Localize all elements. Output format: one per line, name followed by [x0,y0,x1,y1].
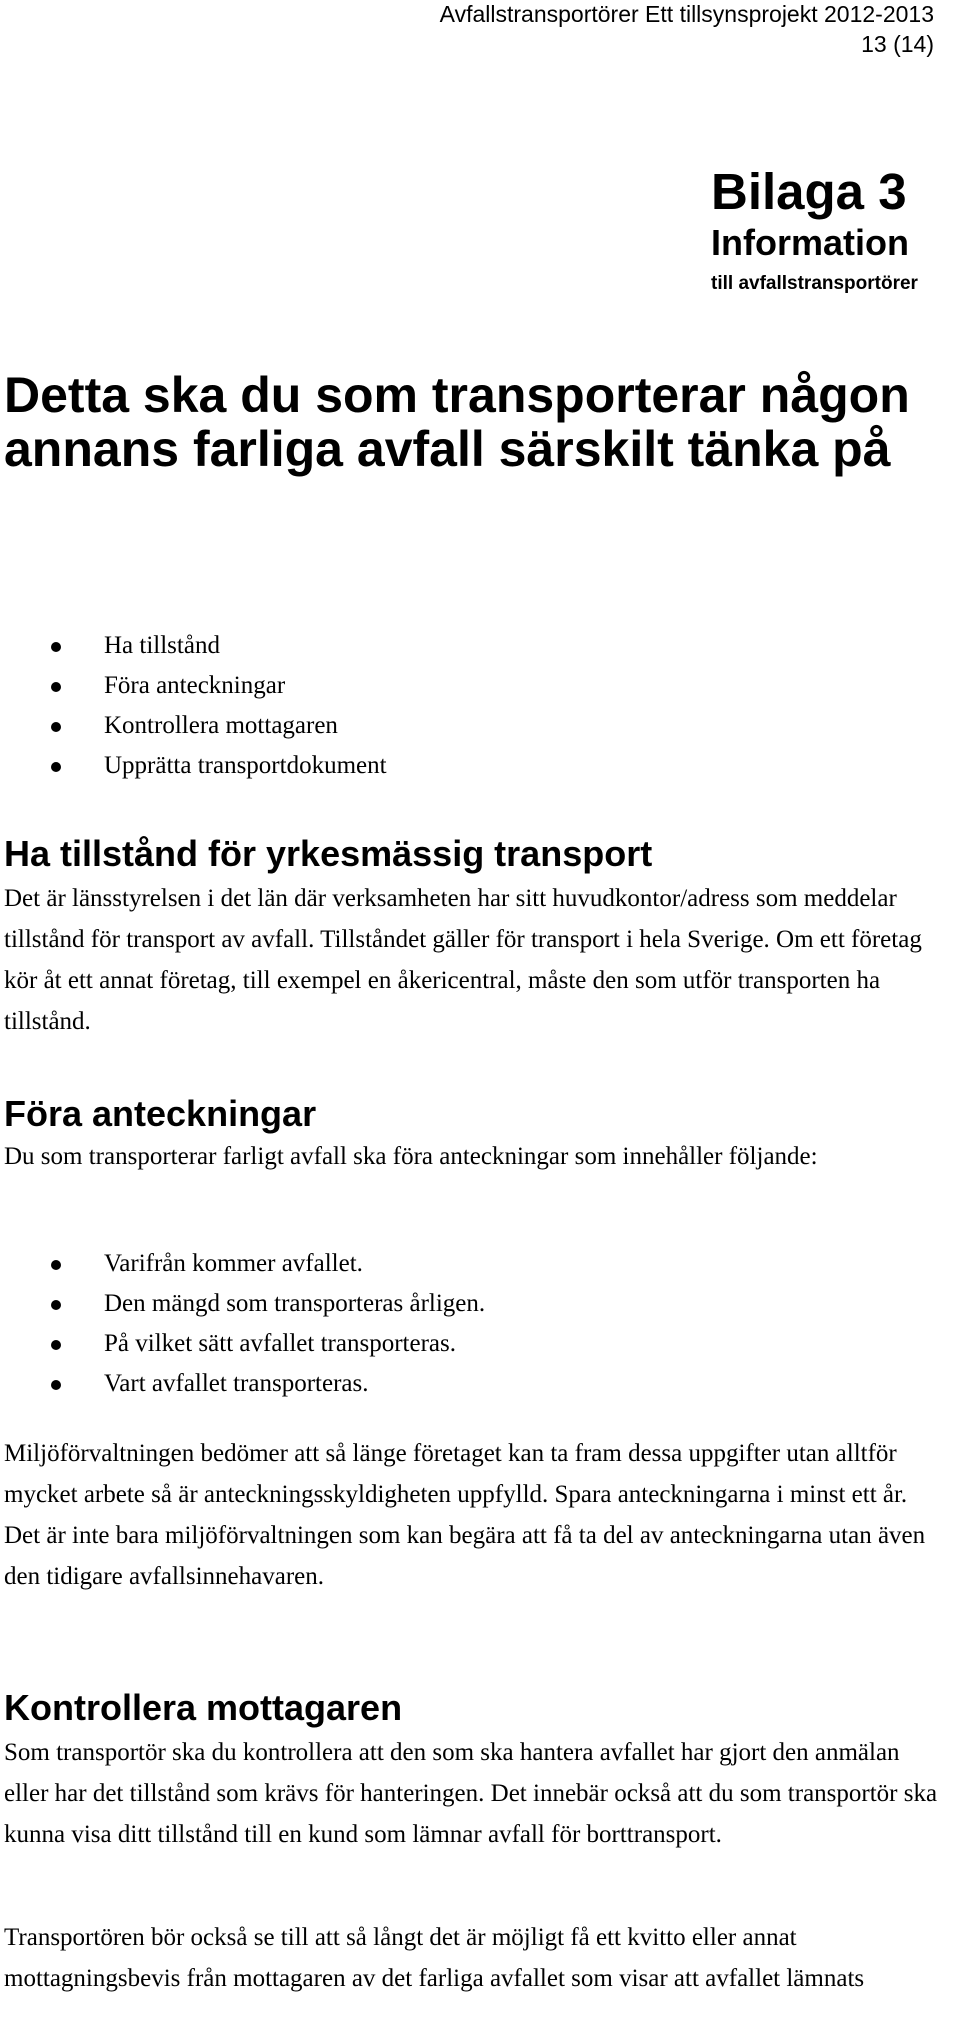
running-header-title: Avfallstransportörer Ett tillsynsprojekt 2012-2013 [439,1,934,27]
page-number: 13 (14) [861,31,934,57]
appendix-subtitle-audience: till avfallstransportörer [711,273,918,294]
section-heading-records: Föra anteckningar [4,1093,317,1134]
bullet-icon [51,1340,61,1350]
section-paragraph-permit: Det är länsstyrelsen i det län där verksamheten har sitt huvudkontor/adress som meddelar tillstånd för transport av avfall. Tillståndet gäller för transport i hela Sverige. Om ett företag kör åt ett annat företag, till exempel en åkericentral, måste den som utför transporten ha tillstånd. [4,885,922,1035]
list-item-text: Vart avfallet transporteras. [104,1370,369,1397]
section-paragraph-records: Miljöförvaltningen bedömer att så länge företaget kan ta fram dessa uppgifter utan alltför mycket arbete så är anteckningsskyldigheten uppfylld. Spara anteckningarna i minst ett år. Det är inte bara miljöförvaltningen som kan begära att få ta del av anteckningarna utan även den tidigare avfallsinnehavaren. [4,1440,926,1590]
records-list [0,1244,485,1404]
bullet-icon [51,1300,61,1310]
list-item [0,626,387,666]
list-item-text: På vilket sätt avfallet transporteras. [104,1330,456,1357]
bullet-icon [51,1380,61,1390]
bullet-icon [51,762,61,772]
list-item [0,1284,485,1324]
list-item-text: Varifrån kommer avfallet. [104,1250,363,1277]
appendix-label [711,162,918,296]
list-item-text: Ha tillstånd [104,632,220,659]
list-item [0,706,387,746]
section-heading-receiver: Kontrollera mottagaren [4,1687,403,1728]
appendix-title: Bilaga 3 [711,163,907,220]
section-paragraph-receiver-1: Som transportör ska du kontrollera att den som ska hantera avfallet har gjort den anmälan eller har det tillstånd som krävs för hanteringen. Det innebär också att du som transportör ska kunna visa ditt tillstånd till en kund som lämnar avfall för borttransport. [4,1739,938,1848]
main-title: Detta ska du som transporterar någon annans farliga avfall särskilt tänka på [4,367,910,477]
list-item-text: Föra anteckningar [104,672,286,699]
bullet-icon [51,642,61,652]
list-item-text: Kontrollera mottagaren [104,712,338,739]
list-item [0,1324,485,1364]
list-item-text: Upprätta transportdokument [104,752,387,779]
bullet-icon [51,722,61,732]
list-item [0,1244,485,1284]
bullet-icon [51,682,61,692]
appendix-subtitle: Information [711,222,909,263]
list-item [0,1364,485,1404]
summary-list [0,626,387,786]
section-heading-permit: Ha tillstånd för yrkesmässig transport [4,833,653,874]
section-paragraph-receiver-2: Transportören bör också se till att så långt det är möjligt få ett kvitto eller annat mottagningsbevis från mottagaren av det farliga avfallet som visar att avfallet lämnats [4,1924,865,1992]
list-item [0,746,387,786]
list-item-text: Den mängd som transporteras årligen. [104,1290,486,1317]
list-item [0,666,387,706]
section-intro-records: Du som transporterar farligt avfall ska föra anteckningar som innehåller följande: [4,1143,818,1170]
bullet-icon [51,1260,61,1270]
